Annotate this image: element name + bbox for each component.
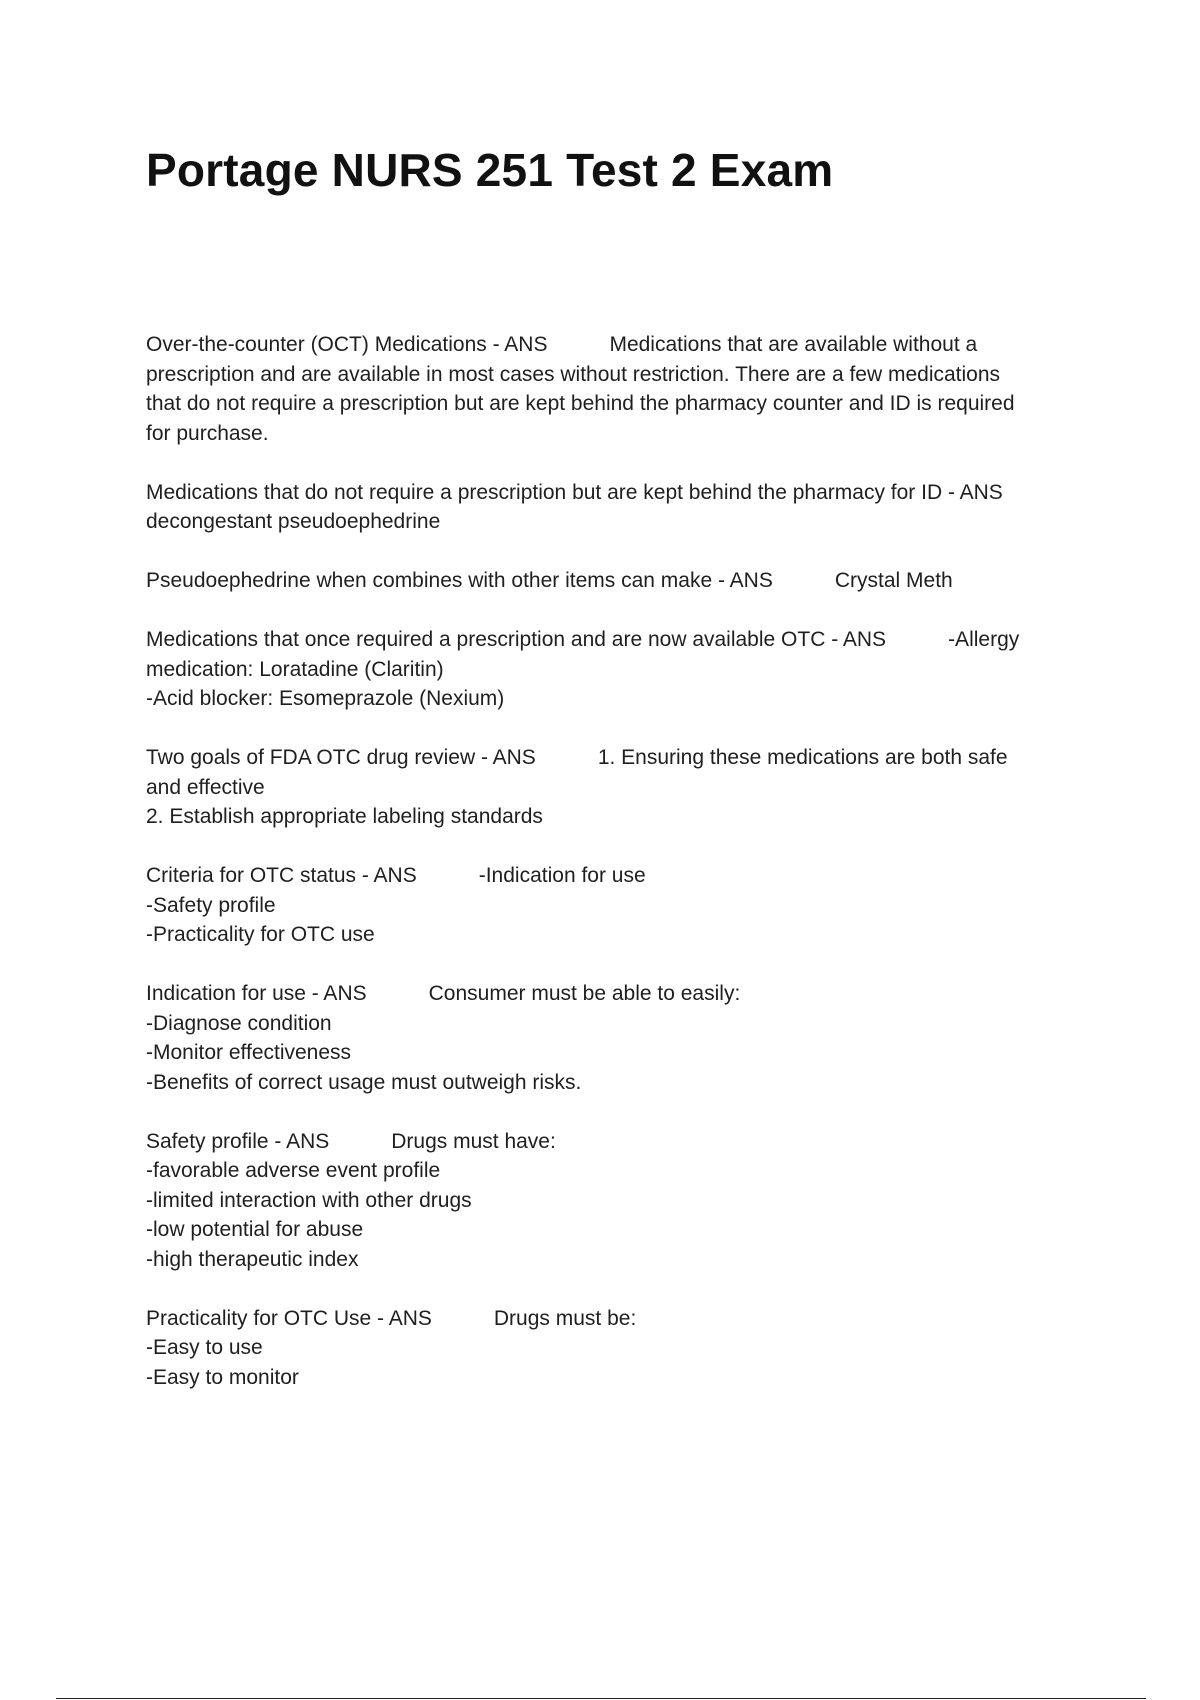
- flashcard-line: [146, 566, 1076, 596]
- flashcard-line: [146, 655, 1076, 685]
- flashcard-line: [146, 891, 1076, 921]
- flashcard-text: that do not require a prescription but are kept behind the pharmacy counter and ID is required: [146, 392, 1015, 415]
- flashcard-text: -Monitor effectiveness: [146, 1041, 352, 1064]
- flashcard-text: -Diagnose condition: [146, 1011, 332, 1035]
- flashcard-line: [146, 743, 1076, 773]
- flashcard-text: for purchase.: [146, 421, 269, 445]
- flashcard-line: [146, 478, 1076, 508]
- flashcard-text: -high therapeutic index: [146, 1247, 359, 1271]
- flashcard-line: [146, 1245, 1076, 1275]
- flashcard-list: [146, 330, 1076, 1422]
- flashcard-term: Medications that once required a prescription and are now available OTC - ANS: [146, 628, 887, 651]
- flashcard-text: 2. Establish appropriate labeling standards: [146, 805, 543, 828]
- flashcard-term: Practicality for OTC Use - ANS: [146, 1306, 432, 1330]
- flashcard-line: [146, 1156, 1076, 1186]
- flashcard-line: [146, 389, 1076, 419]
- flashcard-line: [146, 507, 1076, 537]
- flashcard-line: [146, 802, 1076, 832]
- flashcard-text: -Indication for use: [478, 864, 646, 887]
- flashcard-line: [146, 1363, 1076, 1393]
- flashcard-term: Pseudoephedrine when combines with other items can make - ANS: [146, 569, 773, 592]
- flashcard-line: [146, 1186, 1076, 1216]
- flashcard-line: [146, 1009, 1076, 1039]
- flashcard: [146, 566, 1076, 596]
- flashcard: [146, 861, 1076, 950]
- flashcard: [146, 743, 1076, 832]
- flashcard-term: Criteria for OTC status - ANS: [146, 864, 417, 887]
- flashcard-text: decongestant pseudoephedrine: [146, 510, 441, 533]
- flashcard-text: Drugs must have:: [391, 1129, 556, 1153]
- flashcard-text: -favorable adverse event profile: [146, 1159, 441, 1182]
- flashcard-line: [146, 920, 1076, 950]
- flashcard-line: [146, 1215, 1076, 1245]
- flashcard-line: [146, 1333, 1076, 1363]
- flashcard-text: -Allergy: [948, 628, 1020, 651]
- flashcard: [146, 979, 1076, 1097]
- page-title: Portage NURS 251 Test 2 Exam: [146, 144, 834, 196]
- flashcard-line: [146, 330, 1076, 360]
- flashcard-text: -limited interaction with other drugs: [146, 1188, 472, 1212]
- flashcard-text: -Benefits of correct usage must outweigh risks.: [146, 1070, 582, 1094]
- flashcard-term: Over-the-counter (OCT) Medications - ANS: [146, 333, 548, 356]
- flashcard-text: prescription and are available in most cases without restriction. There are a few medications: [146, 362, 1001, 386]
- flashcard-term: Medications that do not require a prescription but are kept behind the pharmacy for ID - ANS: [146, 480, 1003, 504]
- flashcard-line: [146, 625, 1076, 655]
- flashcard-text: -low potential for abuse: [146, 1218, 364, 1241]
- flashcard-line: [146, 1068, 1076, 1098]
- flashcard: [146, 1304, 1076, 1393]
- footer-divider: [56, 1698, 1146, 1699]
- flashcard-text: 1. Ensuring these medications are both safe: [597, 746, 1008, 769]
- flashcard-text: Consumer must be able to easily:: [428, 982, 741, 1005]
- flashcard-text: -Easy to use: [146, 1336, 263, 1359]
- flashcard-term: Safety profile - ANS: [146, 1129, 330, 1153]
- flashcard-text: -Safety profile: [146, 893, 276, 917]
- flashcard-text: Crystal Meth: [834, 569, 953, 592]
- flashcard-line: [146, 1038, 1076, 1068]
- flashcard-line: [146, 360, 1076, 390]
- flashcard-text: and effective: [146, 775, 265, 799]
- flashcard-line: [146, 773, 1076, 803]
- flashcard: [146, 625, 1076, 714]
- flashcard-text: Drugs must be:: [493, 1306, 637, 1330]
- flashcard-text: medication: Loratadine (Claritin): [146, 657, 444, 681]
- flashcard-line: [146, 861, 1076, 891]
- flashcard-text: -Easy to monitor: [146, 1365, 299, 1389]
- flashcard: [146, 478, 1076, 537]
- flashcard-text: -Practicality for OTC use: [146, 923, 375, 946]
- flashcard: [146, 1127, 1076, 1275]
- flashcard-term: Two goals of FDA OTC drug review - ANS: [146, 746, 536, 769]
- flashcard-line: [146, 684, 1076, 714]
- flashcard-line: [146, 419, 1076, 449]
- flashcard-text: Medications that are available without a: [609, 333, 978, 356]
- flashcard-line: [146, 1127, 1076, 1157]
- flashcard-line: [146, 979, 1076, 1009]
- flashcard-line: [146, 1304, 1076, 1334]
- flashcard-text: -Acid blocker: Esomeprazole (Nexium): [146, 687, 505, 710]
- flashcard-term: Indication for use - ANS: [146, 982, 367, 1005]
- flashcard: [146, 330, 1076, 448]
